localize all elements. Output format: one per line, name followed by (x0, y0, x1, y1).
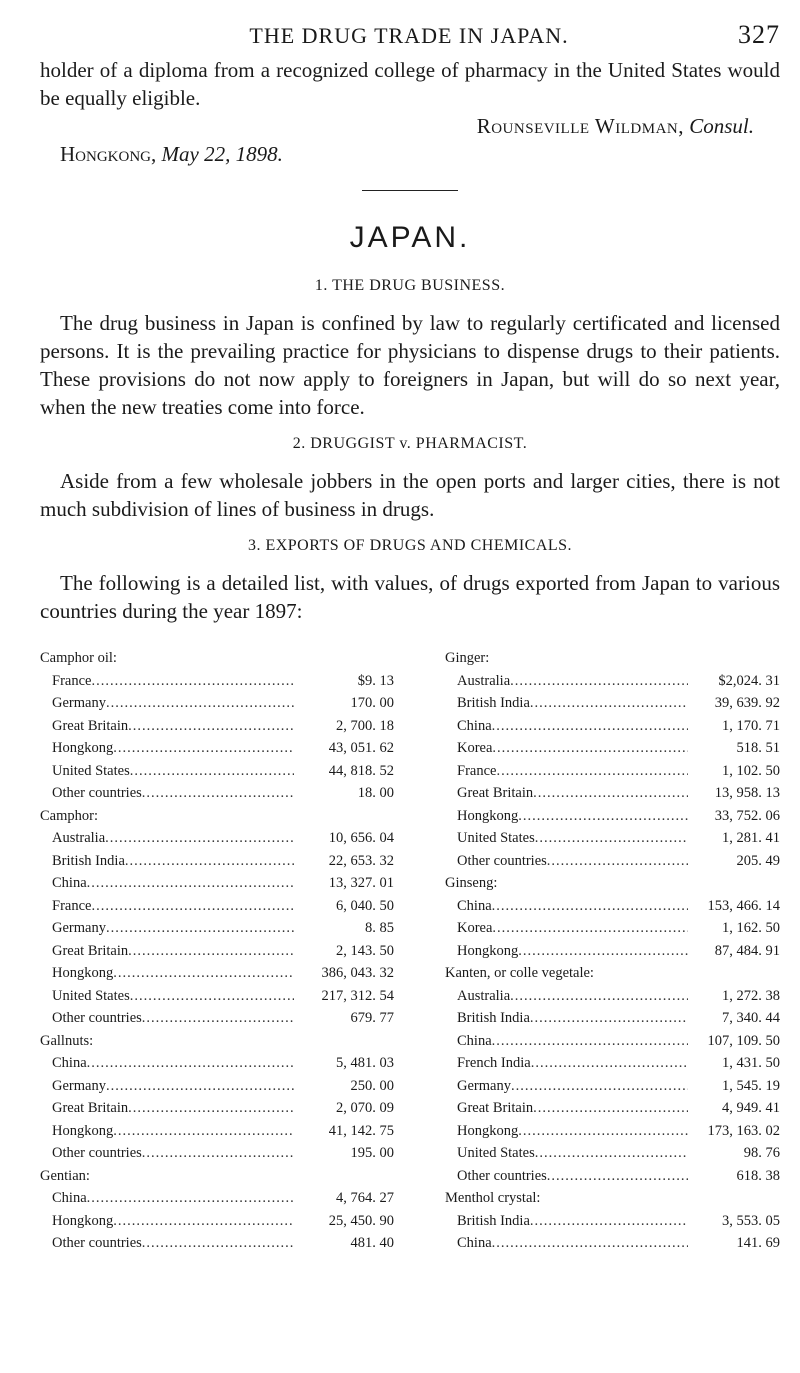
running-title: THE DRUG TRADE IN JAPAN. (249, 23, 569, 48)
table-row (40, 1120, 400, 1143)
dot-leader (492, 715, 688, 738)
dot-leader (142, 782, 294, 805)
destination-country: Great Britain (457, 785, 534, 801)
export-value: 87, 484. 91 (714, 942, 780, 959)
export-value: 10, 656. 04 (328, 830, 394, 846)
destination-country: Great Britain (457, 1100, 534, 1116)
product-name: Camphor oil: (40, 650, 117, 666)
destination-country: Germany (457, 1077, 511, 1094)
destination-country: France (52, 897, 92, 914)
export-value: 141. 69 (736, 1235, 780, 1251)
product-group (445, 1187, 780, 1255)
export-value: 386, 043. 32 (321, 965, 394, 981)
export-value: 98. 76 (743, 1145, 780, 1161)
table-row (40, 1075, 400, 1098)
destination-country: Other countries (52, 785, 142, 801)
table-row (40, 827, 400, 850)
dot-leader (511, 1075, 688, 1098)
dot-leader (87, 1052, 294, 1075)
destination-country: China (52, 1055, 87, 1071)
export-value: 518. 51 (736, 740, 780, 756)
export-value: 170. 00 (350, 695, 394, 711)
export-value: 4, 949. 41 (722, 1100, 780, 1116)
export-value: 25, 450. 90 (328, 1212, 394, 1229)
export-value: 1, 281. 41 (722, 830, 780, 846)
destination-country: British India (457, 1212, 530, 1229)
dateline (40, 140, 780, 168)
section-text-druggist-pharmacist: Aside from a few wholesale jobbers in the open ports and larger cities, there is not much subdivision of lines of business in drugs. (40, 469, 780, 521)
export-value: 44, 818. 52 (328, 762, 394, 779)
export-value: 195. 00 (350, 1145, 394, 1161)
export-value: 1, 545. 19 (722, 1077, 780, 1094)
export-value: 250. 00 (350, 1077, 394, 1094)
table-row (40, 782, 400, 805)
dot-leader (113, 737, 294, 760)
dot-leader (518, 1120, 688, 1143)
export-value: 679. 77 (350, 1010, 394, 1026)
dot-leader (106, 917, 294, 940)
destination-country: Korea (457, 920, 493, 936)
table-row (445, 760, 780, 783)
export-value: $2,024. 31 (718, 672, 780, 689)
table-row (40, 692, 400, 715)
export-value: 8. 85 (365, 920, 394, 936)
table-row (40, 1142, 400, 1165)
export-value: 618. 38 (736, 1167, 780, 1184)
export-value: 2, 700. 18 (336, 717, 394, 734)
dot-leader (533, 1097, 688, 1120)
export-value: 39, 639. 92 (714, 695, 780, 711)
running-header (40, 20, 780, 56)
dateline-date: May 22, 1898. (161, 142, 283, 166)
table-row (445, 737, 780, 760)
dot-leader (113, 962, 294, 985)
export-value: 1, 431. 50 (722, 1055, 780, 1071)
destination-country: United States (52, 987, 130, 1004)
dot-leader (128, 1097, 294, 1120)
product-name: Ginger: (445, 650, 490, 666)
table-row (445, 985, 780, 1008)
section-heading-exports: 3. EXPORTS OF DRUGS AND CHEMICALS. (247, 537, 573, 554)
destination-country: British India (457, 1010, 530, 1026)
table-row (445, 1030, 780, 1053)
product-group (40, 1165, 400, 1255)
signature-line (40, 112, 780, 140)
signature-name: Rounseville Wildman, (476, 114, 684, 138)
export-value: 5, 481. 03 (336, 1055, 394, 1071)
table-row (445, 1165, 780, 1188)
destination-country: Korea (457, 740, 493, 756)
dot-leader (130, 985, 294, 1008)
export-value: 2, 070. 09 (336, 1100, 394, 1116)
exports-left-column (40, 647, 400, 1255)
table-row (40, 1232, 400, 1255)
table-row (445, 1210, 780, 1233)
destination-country: China (52, 875, 87, 891)
dot-leader (531, 1052, 688, 1075)
table-row (40, 670, 400, 693)
dot-leader (535, 827, 688, 850)
dot-leader (492, 917, 688, 940)
dot-leader (530, 1007, 688, 1030)
table-row (445, 1052, 780, 1075)
dot-leader (518, 805, 688, 828)
table-row (445, 850, 780, 873)
export-value: 173, 163. 02 (707, 1122, 780, 1139)
export-value: 43, 051. 62 (328, 740, 394, 756)
dot-leader (142, 1232, 294, 1255)
export-value: 7, 340. 44 (722, 1010, 780, 1026)
table-row (40, 1097, 400, 1120)
table-row (40, 895, 400, 918)
table-row (40, 917, 400, 940)
table-row (40, 1052, 400, 1075)
destination-country: Hongkong (52, 1122, 114, 1139)
dot-leader (492, 895, 688, 918)
table-row (40, 850, 400, 873)
export-value: 107, 109. 50 (707, 1032, 780, 1049)
table-row (445, 782, 780, 805)
product-group (445, 962, 780, 1187)
table-row (40, 1210, 400, 1233)
destination-country: France (52, 672, 92, 689)
product-group (445, 647, 780, 872)
product-group (40, 647, 400, 805)
table-row (445, 805, 780, 828)
destination-country: Great Britain (52, 942, 129, 959)
export-value: 13, 958. 13 (714, 785, 780, 801)
destination-country: China (457, 1032, 492, 1049)
destination-country: China (457, 897, 492, 914)
destination-country: British India (52, 852, 125, 869)
export-value: 205. 49 (736, 852, 780, 869)
section-divider (362, 190, 458, 191)
destination-country: Other countries (52, 1145, 142, 1161)
table-row (445, 1120, 780, 1143)
destination-country: United States (52, 762, 130, 779)
export-value: 4, 764. 27 (336, 1190, 394, 1206)
dot-leader (87, 872, 294, 895)
destination-country: France (457, 762, 497, 779)
dot-leader (510, 985, 688, 1008)
destination-country: Australia (457, 672, 511, 689)
destination-country: Other countries (52, 1010, 142, 1026)
dot-leader (496, 760, 688, 783)
destination-country: Australia (52, 830, 106, 846)
dot-leader (91, 670, 294, 693)
table-row (40, 962, 400, 985)
destination-country: Other countries (457, 852, 547, 869)
signature-title: Consul. (689, 114, 754, 138)
table-row (40, 1007, 400, 1030)
product-group (40, 805, 400, 1030)
dot-leader (492, 1232, 688, 1255)
export-value: 18. 00 (357, 785, 394, 801)
destination-country: Hongkong (52, 965, 114, 981)
page-number: 327 (738, 20, 780, 49)
destination-country: Australia (457, 987, 511, 1004)
table-row (40, 737, 400, 760)
destination-country: British India (457, 695, 530, 711)
dot-leader (142, 1007, 294, 1030)
dot-leader (533, 782, 688, 805)
export-value: 1, 170. 71 (722, 717, 780, 734)
table-row (445, 1007, 780, 1030)
dot-leader (113, 1120, 294, 1143)
export-value: 1, 162. 50 (722, 920, 780, 936)
table-row (445, 1142, 780, 1165)
exports-table (40, 647, 780, 1255)
export-value: 153, 466. 14 (707, 897, 780, 914)
destination-country: Germany (52, 1077, 106, 1094)
destination-country: Germany (52, 695, 106, 711)
product-name: Menthol crystal: (445, 1190, 541, 1206)
table-row (40, 872, 400, 895)
destination-country: United States (457, 1145, 535, 1161)
product-name: Gallnuts: (40, 1032, 94, 1049)
export-value: 217, 312. 54 (321, 987, 394, 1004)
table-row (40, 760, 400, 783)
destination-country: Great Britain (52, 1100, 129, 1116)
destination-country: Hongkong (52, 1212, 114, 1229)
section-heading-drug-business: 1. THE DRUG BUSINESS. (314, 277, 506, 294)
dateline-place: Hongkong, (60, 142, 157, 166)
dot-leader (125, 850, 294, 873)
destination-country: Hongkong (52, 740, 114, 756)
table-row (445, 1097, 780, 1120)
export-value: 33, 752. 06 (714, 807, 780, 824)
export-value: 13, 327. 01 (328, 875, 394, 891)
dot-leader (105, 827, 294, 850)
product-name: Ginseng: (445, 875, 498, 891)
book-page (40, 20, 780, 1255)
dot-leader (547, 1165, 688, 1188)
table-row (445, 692, 780, 715)
table-row (40, 1187, 400, 1210)
dot-leader (128, 940, 294, 963)
destination-country: Other countries (52, 1235, 142, 1251)
table-row (40, 985, 400, 1008)
table-row (40, 940, 400, 963)
dot-leader (91, 895, 294, 918)
export-value: 1, 102. 50 (722, 762, 780, 779)
destination-country: Germany (52, 920, 106, 936)
dot-leader (142, 1142, 294, 1165)
table-row (445, 917, 780, 940)
destination-country: French India (457, 1055, 531, 1071)
destination-country: Hongkong (457, 942, 519, 959)
export-value: 3, 553. 05 (722, 1212, 780, 1229)
destination-country: United States (457, 830, 535, 846)
section-text-exports: The following is a detailed list, with values, of drugs exported from Japan to various countries during the year 1897: (40, 571, 780, 623)
section-heading-druggist-pharmacist: 2. DRUGGIST v. PHARMACIST. (292, 435, 528, 452)
export-value: 22, 653. 32 (328, 852, 394, 869)
product-name: Gentian: (40, 1167, 90, 1184)
table-row (445, 715, 780, 738)
export-value: 481. 40 (350, 1235, 394, 1251)
continuation-paragraph: holder of a diploma from a recognized college of pharmacy in the United States would be equally eligible. (40, 58, 780, 110)
export-value: 2, 143. 50 (336, 942, 394, 959)
dot-leader (106, 692, 294, 715)
dot-leader (530, 1210, 688, 1233)
destination-country: China (52, 1190, 87, 1206)
dot-leader (547, 850, 688, 873)
dot-leader (106, 1075, 294, 1098)
product-name: Camphor: (40, 807, 98, 824)
destination-country: China (457, 717, 492, 734)
product-group (445, 872, 780, 962)
destination-country: Other countries (457, 1167, 547, 1184)
country-heading: JAPAN. (349, 221, 471, 254)
section-text-drug-business: The drug business in Japan is confined by law to regularly certificated and licensed persons. It is the prevailing practice for physicians to dispense drugs to their patients. These provisions do not now apply to foreigners in Japan, but will do so next year, when the new treaties come into force. (40, 311, 780, 419)
dot-leader (518, 940, 688, 963)
product-group (40, 1030, 400, 1165)
dot-leader (535, 1142, 688, 1165)
destination-country: Hongkong (457, 807, 519, 824)
dot-leader (492, 1030, 688, 1053)
dot-leader (530, 692, 688, 715)
exports-right-column (445, 647, 780, 1255)
export-value: 1, 272. 38 (722, 987, 780, 1004)
export-value: $9. 13 (357, 672, 394, 689)
table-row (445, 940, 780, 963)
product-name: Kanten, or colle vegetale: (445, 965, 594, 981)
destination-country: Hongkong (457, 1122, 519, 1139)
export-value: 6, 040. 50 (336, 897, 394, 914)
table-row (445, 1075, 780, 1098)
dot-leader (113, 1210, 294, 1233)
table-row (445, 1232, 780, 1255)
dot-leader (492, 737, 688, 760)
export-value: 41, 142. 75 (328, 1122, 394, 1139)
table-row (40, 715, 400, 738)
destination-country: China (457, 1235, 492, 1251)
destination-country: Great Britain (52, 717, 129, 734)
dot-leader (87, 1187, 294, 1210)
dot-leader (130, 760, 294, 783)
table-row (445, 827, 780, 850)
dot-leader (510, 670, 688, 693)
dot-leader (128, 715, 294, 738)
table-row (445, 670, 780, 693)
table-row (445, 895, 780, 918)
